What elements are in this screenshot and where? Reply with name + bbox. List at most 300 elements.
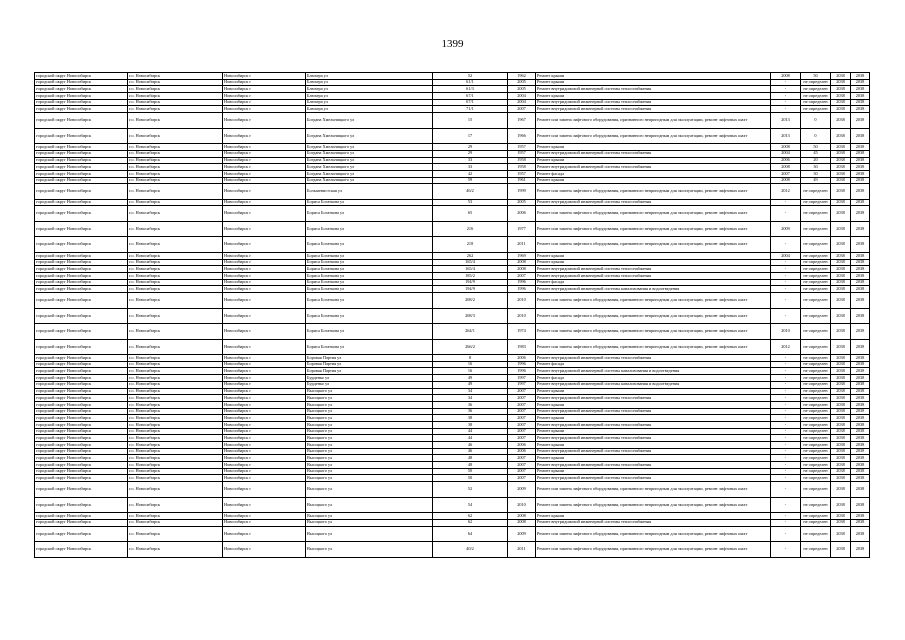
district-cell: городской округ Новосибирск	[35, 475, 128, 482]
district-cell: городской округ Новосибирск	[35, 286, 128, 293]
planned-start-cell: 2038	[831, 455, 851, 462]
work-type-cell: Ремонт внутридомовой инженерной системы теплоснабжения	[536, 475, 771, 482]
house-number-cell: 50	[433, 468, 508, 475]
planned-start-cell: 2038	[831, 206, 851, 222]
municipality-cell: г.о. Новосибирск	[128, 106, 223, 113]
table-row	[35, 526, 870, 542]
municipality-cell: г.о. Новосибирск	[128, 86, 223, 93]
city-cell: Новосибирск г	[223, 395, 306, 402]
work-type-cell: Ремонт внутридомовой инженерной системы теплоснабжения	[536, 273, 771, 280]
last-repair-year-cell: -	[771, 259, 801, 266]
house-number-cell: 42	[433, 170, 508, 177]
municipality-cell: г.о. Новосибирск	[128, 339, 223, 355]
work-type-cell: Ремонт крыши	[536, 252, 771, 259]
municipality-cell: г.о. Новосибирск	[128, 273, 223, 280]
street-cell: Боровая Партия ул	[306, 361, 433, 368]
district-cell: городской округ Новосибирск	[35, 157, 128, 164]
build-year-cell: 2006	[508, 442, 536, 449]
house-number-cell: 62	[433, 513, 508, 520]
wear-value-cell: 0	[801, 128, 831, 144]
street-cell: Бориса Богаткова ул	[306, 308, 433, 324]
municipality-cell: г.о. Новосибирск	[128, 221, 223, 237]
work-type-cell: Ремонт фасада	[536, 279, 771, 286]
planned-start-cell: 2038	[831, 144, 851, 151]
build-year-cell: 2008	[508, 519, 536, 526]
build-year-cell: 2007	[508, 475, 536, 482]
street-cell: Высоцкого ул	[306, 442, 433, 449]
house-number-cell: 165/4	[433, 259, 508, 266]
last-repair-year-cell: -	[771, 381, 801, 388]
district-cell: городской округ Новосибирск	[35, 259, 128, 266]
house-number-cell: 67/1	[433, 93, 508, 100]
street-cell: Блюхера ул	[306, 73, 433, 80]
last-repair-year-cell: -	[771, 308, 801, 324]
last-repair-year-cell: -	[771, 435, 801, 442]
district-cell: городской округ Новосибирск	[35, 421, 128, 428]
wear-value-cell: не определен	[801, 273, 831, 280]
city-cell: Новосибирск г	[223, 128, 306, 144]
city-cell: Новосибирск г	[223, 408, 306, 415]
wear-value-cell: не определен	[801, 475, 831, 482]
planned-end-cell: 2038	[851, 221, 870, 237]
planned-start-cell: 2038	[831, 442, 851, 449]
work-type-cell: Ремонт или замена лифтового оборудования, признанного непригодным для эксплуатации, ремонт лифтовых шахт	[536, 526, 771, 542]
municipality-cell: г.о. Новосибирск	[128, 526, 223, 542]
street-cell: Бориса Богаткова ул	[306, 252, 433, 259]
street-cell: Высоцкого ул	[306, 513, 433, 520]
wear-value-cell: не определен	[801, 259, 831, 266]
work-type-cell: Ремонт внутридомовой инженерной системы теплоснабжения	[536, 395, 771, 402]
planned-start-cell: 2038	[831, 475, 851, 482]
planned-start-cell: 2038	[831, 286, 851, 293]
municipality-cell: г.о. Новосибирск	[128, 482, 223, 498]
house-number-cell: 38	[433, 421, 508, 428]
house-number-cell: 33	[433, 157, 508, 164]
planned-end-cell: 2038	[851, 79, 870, 86]
last-repair-year-cell: 2010	[771, 324, 801, 340]
table-row	[35, 86, 870, 93]
house-number-cell: 62	[433, 519, 508, 526]
planned-start-cell: 2038	[831, 308, 851, 324]
planned-start-cell: 2038	[831, 513, 851, 520]
house-number-cell: 264/1	[433, 324, 508, 340]
city-cell: Новосибирск г	[223, 388, 306, 395]
work-type-cell: Ремонт крыши	[536, 455, 771, 462]
planned-end-cell: 2038	[851, 164, 870, 171]
planned-end-cell: 2038	[851, 519, 870, 526]
district-cell: городской округ Новосибирск	[35, 106, 128, 113]
planned-end-cell: 2038	[851, 526, 870, 542]
house-number-cell: 29	[433, 144, 508, 151]
planned-end-cell: 2038	[851, 308, 870, 324]
house-number-cell: 49	[433, 375, 508, 382]
district-cell: городской округ Новосибирск	[35, 150, 128, 157]
work-type-cell: Ремонт или замена лифтового оборудования, признанного непригодным для эксплуатации, ремонт лифтовых шахт	[536, 482, 771, 498]
wear-value-cell: не определен	[801, 199, 831, 206]
city-cell: Новосибирск г	[223, 381, 306, 388]
build-year-cell: 2009	[508, 526, 536, 542]
house-number-cell: 48	[433, 462, 508, 469]
last-repair-year-cell: -	[771, 388, 801, 395]
district-cell: городской округ Новосибирск	[35, 279, 128, 286]
planned-end-cell: 2038	[851, 497, 870, 513]
municipality-cell: г.о. Новосибирск	[128, 421, 223, 428]
city-cell: Новосибирск г	[223, 170, 306, 177]
planned-start-cell: 2038	[831, 259, 851, 266]
municipality-cell: г.о. Новосибирск	[128, 170, 223, 177]
last-repair-year-cell: -	[771, 462, 801, 469]
build-year-cell: 2007	[508, 408, 536, 415]
build-year-cell: 1966	[508, 128, 536, 144]
table-row	[35, 355, 870, 362]
wear-value-cell: не определен	[801, 513, 831, 520]
build-year-cell: 1957	[508, 150, 536, 157]
work-type-cell: Ремонт крыши	[536, 468, 771, 475]
city-cell: Новосибирск г	[223, 421, 306, 428]
build-year-cell: 2011	[508, 237, 536, 253]
wear-value-cell: 50	[801, 73, 831, 80]
wear-value-cell: 49	[801, 177, 831, 184]
city-cell: Новосибирск г	[223, 206, 306, 222]
district-cell: городской округ Новосибирск	[35, 273, 128, 280]
district-cell: городской округ Новосибирск	[35, 526, 128, 542]
district-cell: городской округ Новосибирск	[35, 375, 128, 382]
planned-start-cell: 2038	[831, 164, 851, 171]
planned-end-cell: 2038	[851, 99, 870, 106]
city-cell: Новосибирск г	[223, 415, 306, 422]
planned-start-cell: 2038	[831, 482, 851, 498]
table-row	[35, 113, 870, 129]
planned-end-cell: 2038	[851, 415, 870, 422]
table-row	[35, 206, 870, 222]
city-cell: Новосибирск г	[223, 259, 306, 266]
last-repair-year-cell: -	[771, 482, 801, 498]
district-cell: городской округ Новосибирск	[35, 355, 128, 362]
last-repair-year-cell: 2013	[771, 113, 801, 129]
last-repair-year-cell: -	[771, 199, 801, 206]
table-row	[35, 79, 870, 86]
last-repair-year-cell: -	[771, 442, 801, 449]
table-row	[35, 442, 870, 449]
municipality-cell: г.о. Новосибирск	[128, 266, 223, 273]
municipality-cell: г.о. Новосибирск	[128, 308, 223, 324]
house-number-cell: 48	[433, 455, 508, 462]
work-type-cell: Ремонт внутридомовой инженерной системы канализования и водоотведения	[536, 368, 771, 375]
build-year-cell: 2007	[508, 415, 536, 422]
house-number-cell: 53	[433, 199, 508, 206]
planned-start-cell: 2038	[831, 401, 851, 408]
build-year-cell: 1967	[508, 113, 536, 129]
table-body	[35, 73, 870, 558]
district-cell: городской округ Новосибирск	[35, 86, 128, 93]
work-type-cell: Ремонт фасада	[536, 170, 771, 177]
wear-value-cell: 50	[801, 144, 831, 151]
city-cell: Новосибирск г	[223, 375, 306, 382]
planned-end-cell: 2038	[851, 462, 870, 469]
planned-start-cell: 2038	[831, 279, 851, 286]
wear-value-cell: 45	[801, 150, 831, 157]
build-year-cell: 2007	[508, 421, 536, 428]
municipality-cell: г.о. Новосибирск	[128, 408, 223, 415]
table-row	[35, 99, 870, 106]
planned-start-cell: 2038	[831, 273, 851, 280]
municipality-cell: г.о. Новосибирск	[128, 206, 223, 222]
municipality-cell: г.о. Новосибирск	[128, 368, 223, 375]
work-type-cell: Ремонт внутридомовой инженерной системы теплоснабжения	[536, 266, 771, 273]
house-number-cell: 44	[433, 435, 508, 442]
build-year-cell: 2007	[508, 428, 536, 435]
planned-start-cell: 2038	[831, 368, 851, 375]
street-cell: Высоцкого ул	[306, 435, 433, 442]
table-row	[35, 144, 870, 151]
table-row	[35, 170, 870, 177]
last-repair-year-cell: -	[771, 237, 801, 253]
build-year-cell: 2006	[508, 355, 536, 362]
last-repair-year-cell: -	[771, 542, 801, 558]
planned-end-cell: 2038	[851, 421, 870, 428]
build-year-cell: 2007	[508, 401, 536, 408]
planned-end-cell: 2038	[851, 128, 870, 144]
municipality-cell: г.о. Новосибирск	[128, 279, 223, 286]
street-cell: Высоцкого ул	[306, 542, 433, 558]
district-cell: городской округ Новосибирск	[35, 128, 128, 144]
house-number-cell: 61/3	[433, 86, 508, 93]
street-cell: Бурденко ул	[306, 375, 433, 382]
district-cell: городской округ Новосибирск	[35, 206, 128, 222]
last-repair-year-cell: 2008	[771, 144, 801, 151]
house-number-cell: 16	[433, 368, 508, 375]
build-year-cell: 1996	[508, 279, 536, 286]
district-cell: городской округ Новосибирск	[35, 184, 128, 200]
municipality-cell: г.о. Новосибирск	[128, 113, 223, 129]
work-type-cell: Ремонт крыши	[536, 513, 771, 520]
city-cell: Новосибирск г	[223, 150, 306, 157]
planned-start-cell: 2038	[831, 106, 851, 113]
street-cell: Бориса Богаткова ул	[306, 339, 433, 355]
wear-value-cell: не определен	[801, 293, 831, 309]
build-year-cell: 1997	[508, 375, 536, 382]
last-repair-year-cell: -	[771, 355, 801, 362]
street-cell: Боровая Партия ул	[306, 355, 433, 362]
build-year-cell: 2007	[508, 388, 536, 395]
municipality-cell: г.о. Новосибирск	[128, 324, 223, 340]
table-row	[35, 513, 870, 520]
house-number-cell: 208/2	[433, 293, 508, 309]
house-number-cell: 194/9	[433, 286, 508, 293]
table-row	[35, 519, 870, 526]
city-cell: Новосибирск г	[223, 73, 306, 80]
municipality-cell: г.о. Новосибирск	[128, 435, 223, 442]
work-type-cell: Ремонт внутридомовой инженерной системы теплоснабжения	[536, 99, 771, 106]
municipality-cell: г.о. Новосибирск	[128, 237, 223, 253]
planned-start-cell: 2038	[831, 415, 851, 422]
last-repair-year-cell: 2012	[771, 339, 801, 355]
last-repair-year-cell: 2004	[771, 150, 801, 157]
work-type-cell: Ремонт внутридомовой инженерной системы канализования и водоотведения	[536, 381, 771, 388]
city-cell: Новосибирск г	[223, 442, 306, 449]
planned-start-cell: 2038	[831, 381, 851, 388]
build-year-cell: 1961	[508, 177, 536, 184]
last-repair-year-cell: -	[771, 428, 801, 435]
planned-end-cell: 2038	[851, 408, 870, 415]
municipality-cell: г.о. Новосибирск	[128, 164, 223, 171]
city-cell: Новосибирск г	[223, 237, 306, 253]
wear-value-cell: не определен	[801, 455, 831, 462]
district-cell: городской округ Новосибирск	[35, 448, 128, 455]
work-type-cell: Ремонт фасада	[536, 361, 771, 368]
table-row	[35, 339, 870, 355]
city-cell: Новосибирск г	[223, 428, 306, 435]
street-cell: Высоцкого ул	[306, 526, 433, 542]
street-cell: Бориса Богаткова ул	[306, 206, 433, 222]
municipality-cell: г.о. Новосибирск	[128, 157, 223, 164]
municipality-cell: г.о. Новосибирск	[128, 448, 223, 455]
build-year-cell: 2007	[508, 273, 536, 280]
table-row	[35, 308, 870, 324]
last-repair-year-cell: 2012	[771, 184, 801, 200]
city-cell: Новосибирск г	[223, 497, 306, 513]
city-cell: Новосибирск г	[223, 368, 306, 375]
wear-value-cell: не определен	[801, 519, 831, 526]
last-repair-year-cell: -	[771, 408, 801, 415]
last-repair-year-cell: -	[771, 513, 801, 520]
street-cell: Бориса Богаткова ул	[306, 237, 433, 253]
wear-value-cell: не определен	[801, 421, 831, 428]
house-number-cell: 216	[433, 221, 508, 237]
planned-end-cell: 2038	[851, 468, 870, 475]
district-cell: городской округ Новосибирск	[35, 79, 128, 86]
district-cell: городской округ Новосибирск	[35, 324, 128, 340]
wear-value-cell: 0	[801, 113, 831, 129]
planned-start-cell: 2038	[831, 468, 851, 475]
street-cell: Высоцкого ул	[306, 388, 433, 395]
work-type-cell: Ремонт или замена лифтового оборудования, признанного непригодным для эксплуатации, ремонт лифтовых шахт	[536, 184, 771, 200]
build-year-cell: 1999	[508, 184, 536, 200]
house-number-cell: 71/1	[433, 106, 508, 113]
street-cell: Богдана Хмельницкого ул	[306, 150, 433, 157]
district-cell: городской округ Новосибирск	[35, 368, 128, 375]
last-repair-year-cell: -	[771, 99, 801, 106]
work-type-cell: Ремонт или замена лифтового оборудования, признанного непригодным для эксплуатации, ремонт лифтовых шахт	[536, 128, 771, 144]
house-number-cell: 54	[433, 497, 508, 513]
wear-value-cell: не определен	[801, 86, 831, 93]
municipality-cell: г.о. Новосибирск	[128, 150, 223, 157]
build-year-cell: 1958	[508, 157, 536, 164]
municipality-cell: г.о. Новосибирск	[128, 177, 223, 184]
work-type-cell: Ремонт внутридомовой инженерной системы теплоснабжения	[536, 86, 771, 93]
build-year-cell: 2007	[508, 468, 536, 475]
wear-value-cell: не определен	[801, 526, 831, 542]
planned-start-cell: 2038	[831, 99, 851, 106]
build-year-cell: 1983	[508, 339, 536, 355]
street-cell: Высоцкого ул	[306, 401, 433, 408]
house-number-cell: 8	[433, 355, 508, 362]
work-type-cell: Ремонт или замена лифтового оборудования, признанного непригодным для эксплуатации, ремонт лифтовых шахт	[536, 339, 771, 355]
last-repair-year-cell: 2004	[771, 252, 801, 259]
planned-start-cell: 2038	[831, 93, 851, 100]
planned-start-cell: 2038	[831, 237, 851, 253]
build-year-cell: 2004	[508, 99, 536, 106]
last-repair-year-cell: -	[771, 455, 801, 462]
build-year-cell: 2008	[508, 266, 536, 273]
planned-end-cell: 2038	[851, 86, 870, 93]
city-cell: Новосибирск г	[223, 468, 306, 475]
municipality-cell: г.о. Новосибирск	[128, 361, 223, 368]
district-cell: городской округ Новосибирск	[35, 415, 128, 422]
work-type-cell: Ремонт внутридомовой инженерной системы теплоснабжения	[536, 355, 771, 362]
wear-value-cell: не определен	[801, 435, 831, 442]
build-year-cell: 2008	[508, 259, 536, 266]
planned-start-cell: 2038	[831, 86, 851, 93]
street-cell: Высоцкого ул	[306, 415, 433, 422]
wear-value-cell: не определен	[801, 99, 831, 106]
last-repair-year-cell: -	[771, 368, 801, 375]
last-repair-year-cell: -	[771, 395, 801, 402]
planned-end-cell: 2038	[851, 324, 870, 340]
planned-end-cell: 2038	[851, 150, 870, 157]
district-cell: городской округ Новосибирск	[35, 395, 128, 402]
planned-end-cell: 2038	[851, 475, 870, 482]
house-number-cell: 46/2	[433, 184, 508, 200]
table-row	[35, 93, 870, 100]
district-cell: городской округ Новосибирск	[35, 177, 128, 184]
build-year-cell: 2007	[508, 455, 536, 462]
municipality-cell: г.о. Новосибирск	[128, 199, 223, 206]
city-cell: Новосибирск г	[223, 184, 306, 200]
street-cell: Богдана Хмельницкого ул	[306, 177, 433, 184]
wear-value-cell: не определен	[801, 324, 831, 340]
planned-start-cell: 2038	[831, 526, 851, 542]
planned-end-cell: 2038	[851, 513, 870, 520]
wear-value-cell: не определен	[801, 79, 831, 86]
repair-schedule-table	[34, 72, 870, 558]
last-repair-year-cell: -	[771, 375, 801, 382]
street-cell: Бориса Богаткова ул	[306, 259, 433, 266]
planned-end-cell: 2038	[851, 286, 870, 293]
table-row	[35, 468, 870, 475]
wear-value-cell: не определен	[801, 106, 831, 113]
municipality-cell: г.о. Новосибирск	[128, 79, 223, 86]
table-row	[35, 157, 870, 164]
district-cell: городской округ Новосибирск	[35, 221, 128, 237]
last-repair-year-cell: -	[771, 468, 801, 475]
municipality-cell: г.о. Новосибирск	[128, 286, 223, 293]
municipality-cell: г.о. Новосибирск	[128, 462, 223, 469]
municipality-cell: г.о. Новосибирск	[128, 513, 223, 520]
wear-value-cell: не определен	[801, 388, 831, 395]
house-number-cell: 165/4	[433, 266, 508, 273]
municipality-cell: г.о. Новосибирск	[128, 442, 223, 449]
street-cell: Высоцкого ул	[306, 497, 433, 513]
street-cell: Боровая Партия ул	[306, 368, 433, 375]
city-cell: Новосибирск г	[223, 339, 306, 355]
district-cell: городской округ Новосибирск	[35, 401, 128, 408]
table-row	[35, 286, 870, 293]
build-year-cell: 2007	[508, 435, 536, 442]
municipality-cell: г.о. Новосибирск	[128, 497, 223, 513]
street-cell: Высоцкого ул	[306, 482, 433, 498]
planned-start-cell: 2038	[831, 395, 851, 402]
table-row	[35, 542, 870, 558]
planned-start-cell: 2038	[831, 199, 851, 206]
work-type-cell: Ремонт крыши	[536, 157, 771, 164]
municipality-cell: г.о. Новосибирск	[128, 93, 223, 100]
municipality-cell: г.о. Новосибирск	[128, 428, 223, 435]
build-year-cell: 1957	[508, 170, 536, 177]
street-cell: Высоцкого ул	[306, 455, 433, 462]
planned-start-cell: 2038	[831, 79, 851, 86]
table-row	[35, 164, 870, 171]
